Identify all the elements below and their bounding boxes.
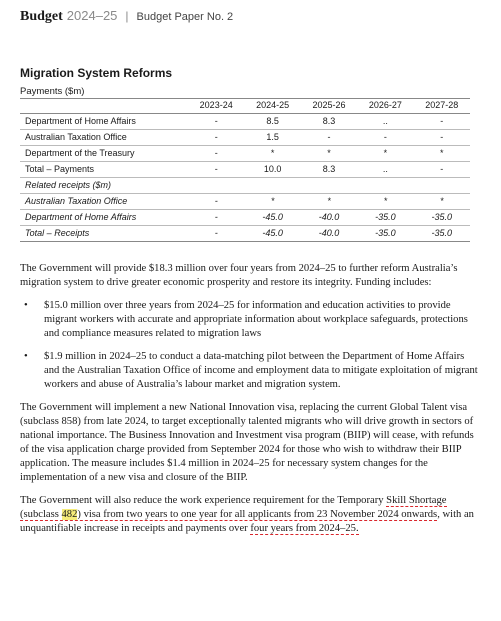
table-cell: * bbox=[270, 148, 275, 158]
table-cell: .. bbox=[382, 116, 388, 126]
table-cell: * bbox=[327, 148, 331, 158]
table-cell: -35.0 bbox=[375, 212, 396, 222]
section-title: Migration System Reforms bbox=[20, 66, 173, 80]
table-row bbox=[20, 178, 470, 194]
table-cell bbox=[301, 178, 357, 194]
table-cell: - bbox=[327, 132, 331, 142]
table-cell: * bbox=[440, 148, 444, 158]
budget-paper-label: Budget Paper No. 2 bbox=[136, 11, 234, 23]
list-item-text: $1.9 million in 2024–25 to conduct a data-matching pilot between the Department of Home Affairs and the Australian Taxation Office of income and employment data to mitigate exploitation of migrant workers and abuse of Australia’s labour market and migration system. bbox=[44, 351, 478, 390]
body-text bbox=[20, 262, 478, 545]
column-header bbox=[20, 98, 188, 114]
table-cell: - bbox=[214, 228, 218, 238]
row-label: Australian Taxation Office bbox=[25, 132, 127, 142]
bullet-glyph: • bbox=[24, 351, 28, 362]
paragraph-intro: The Government will provide $18.3 million over four years from 2024–25 to further reform Australia’s migration system to drive greater economic prosperity and restore its integrity. Funding includes: bbox=[20, 263, 458, 288]
p3-text-2: Skill Shortage (subclass bbox=[20, 495, 447, 520]
page-header bbox=[20, 8, 233, 30]
table-row bbox=[20, 114, 470, 130]
row-label: Department of Home Affairs bbox=[25, 116, 136, 126]
highlighted-subclass: 482 bbox=[61, 509, 78, 520]
p3-text-4: 23 November 2024 onwards bbox=[314, 509, 438, 520]
table-cell: 10.0 bbox=[263, 164, 282, 174]
table-header-row bbox=[20, 98, 470, 114]
table-row bbox=[20, 210, 470, 226]
table-cell: - bbox=[383, 132, 387, 142]
table-cell: * bbox=[440, 196, 444, 206]
table-cell bbox=[244, 178, 300, 194]
table-cell bbox=[357, 178, 413, 194]
column-header: 2023-24 bbox=[199, 100, 233, 110]
table-cell: 8.5 bbox=[266, 116, 279, 126]
table-cell: -45.0 bbox=[262, 212, 283, 222]
table-cell: - bbox=[214, 196, 218, 206]
table-cell: - bbox=[214, 116, 218, 126]
table-cell: -35.0 bbox=[431, 212, 453, 222]
table-cell: - bbox=[214, 132, 218, 142]
table-cell: -35.0 bbox=[375, 228, 396, 238]
row-label: Department of Home Affairs bbox=[25, 212, 137, 222]
paragraph-innovation-visa: The Government will implement a new National Innovation visa, replacing the current Global Talent visa (subclass 858) from late 2024, to target exceptionally talented migrants who will drive growth in sectors of national importance. The Business Innovation and Investment visa program (BIIP) will cease, with refunds of the visa application charge provided from September 2024 for those who wish to withdraw their BIIP application. The measure includes $1.4 million in 2024–25 for necessary system changes for the implementation of a new visa and closure of the BIIP. bbox=[20, 402, 474, 483]
table-cell: .. bbox=[382, 164, 388, 174]
row-label: Australian Taxation Office bbox=[25, 196, 128, 206]
row-label: Total – Receipts bbox=[25, 228, 90, 238]
list-item-text: $15.0 million over three years from 2024–25 for information and education activities to provide migrant workers with accurate and appropriate information about workplace safeguards, protections and compliance measures related to migration laws bbox=[44, 300, 468, 339]
bullet-glyph: • bbox=[24, 300, 28, 311]
budget-brand: Budget bbox=[20, 9, 63, 24]
paragraph-skill-shortage bbox=[20, 494, 478, 536]
table-cell: * bbox=[327, 196, 331, 206]
header-separator: | bbox=[125, 9, 129, 23]
row-label: Department of the Treasury bbox=[25, 148, 135, 158]
underlined-text-end: four years from 2024–25. bbox=[250, 523, 359, 534]
column-header: 2024-25 bbox=[256, 100, 290, 110]
table-cell: -35.0 bbox=[431, 228, 453, 238]
funding-list bbox=[20, 299, 478, 392]
p3-text-5: , with an unquantifiable increase in receipts and payments over bbox=[20, 509, 474, 534]
table-cell: * bbox=[383, 148, 388, 158]
table-cell: * bbox=[383, 196, 388, 206]
payments-table bbox=[20, 98, 470, 242]
row-label: Related receipts ($m) bbox=[25, 180, 112, 190]
list-item bbox=[24, 350, 478, 392]
table-cell: - bbox=[440, 132, 444, 142]
table-cell: * bbox=[270, 196, 275, 206]
column-header: 2026-27 bbox=[368, 100, 402, 110]
p3-text-3: ) visa from two years to one year for all applicants from bbox=[77, 509, 315, 520]
table-row bbox=[20, 194, 470, 210]
table-cell: - bbox=[214, 212, 218, 222]
table-cell: - bbox=[214, 148, 218, 158]
table-row bbox=[20, 226, 470, 242]
table-cell: -45.0 bbox=[262, 228, 283, 238]
table-row bbox=[20, 146, 470, 162]
table-cell: -40.0 bbox=[318, 228, 340, 238]
units-label: Payments ($m) bbox=[20, 86, 85, 97]
table-cell bbox=[188, 178, 244, 194]
column-header: 2027-28 bbox=[425, 100, 459, 110]
table-cell: - bbox=[214, 164, 218, 174]
table-cell: - bbox=[440, 164, 444, 174]
table-cell: - bbox=[440, 116, 444, 126]
list-item bbox=[24, 299, 478, 341]
table-cell: 8.3 bbox=[322, 164, 336, 174]
table-cell: 1.5 bbox=[266, 132, 279, 142]
row-label: Total – Payments bbox=[25, 164, 95, 174]
table-cell: 8.3 bbox=[322, 116, 336, 126]
table-cell: -40.0 bbox=[318, 212, 340, 222]
column-header: 2025-26 bbox=[312, 100, 346, 110]
table-cell bbox=[414, 178, 470, 194]
p3-text-1: The Government will also reduce the work experience requirement for the Temporary bbox=[20, 495, 387, 506]
table-row bbox=[20, 130, 470, 146]
table-body bbox=[20, 114, 470, 242]
budget-year: 2024–25 bbox=[66, 8, 118, 23]
table-row bbox=[20, 162, 470, 178]
